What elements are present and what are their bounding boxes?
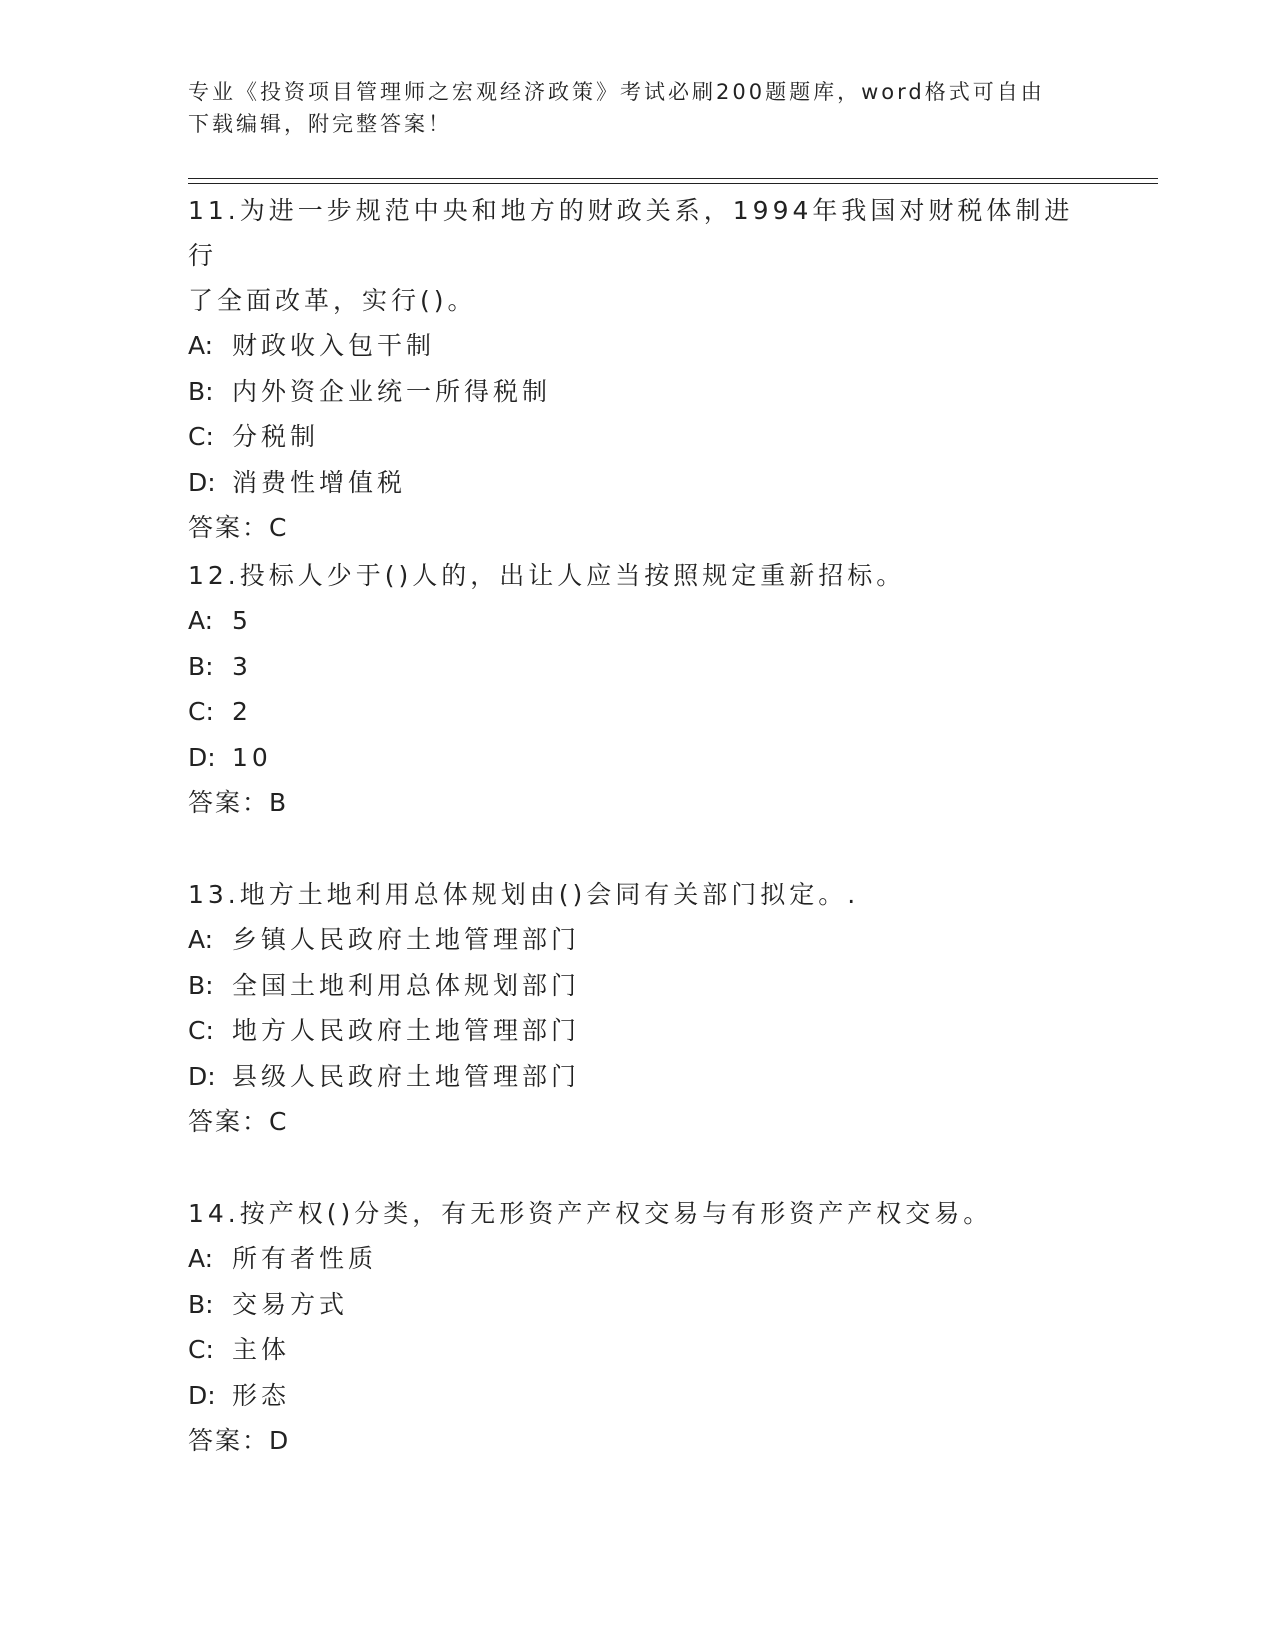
option-a [188,598,1088,644]
option-c [188,1008,1088,1054]
option-text: 内外资企业统一所得税制 [232,376,552,406]
option-letter: B: [188,651,214,681]
option-text: 消费性增值税 [232,467,407,497]
question-14 [188,1191,1088,1463]
answer-line: 答案：B [188,788,289,817]
option-text: 乡镇人民政府土地管理部门 [232,925,581,954]
option-letter: C: [188,1335,214,1364]
option-letter: A: [188,331,214,360]
header-divider-bottom [188,183,1158,184]
option-letter: C: [188,422,214,451]
question-13 [188,872,1088,1144]
option-c [188,689,1088,735]
option-letter: B: [188,376,214,406]
option-b [188,369,1088,415]
option-text: 所有者性质 [232,1244,378,1273]
option-d [188,460,1088,506]
option-a [188,1236,1088,1282]
option-letter: A: [188,925,214,954]
option-a [188,917,1088,963]
option-text: 财政收入包干制 [232,331,436,360]
option-c [188,414,1088,460]
answer-line: 答案：C [188,513,289,542]
option-text: 县级人民政府土地管理部门 [232,1061,581,1091]
question-stem: 14.按产权()分类，有无形资产产权交易与有形资产产权交易。 [188,1199,993,1228]
header-line-1: 专业《投资项目管理师之宏观经济政策》考试必刷200题题库，word格式可自由 [188,80,1045,104]
option-letter: A: [188,1244,214,1273]
question-stem-continued: 了全面改革，实行()。 [188,286,477,315]
option-d [188,735,1088,781]
question-12 [188,553,1088,825]
option-letter: D: [188,467,216,497]
header-line-2: 下载编辑，附完整答案！ [188,112,452,136]
option-text: 形态 [232,1380,291,1410]
option-a [188,323,1088,369]
option-letter: D: [188,742,216,772]
document-header [188,76,1088,140]
option-b [188,644,1088,690]
option-text: 5 [232,606,252,635]
option-c [188,1327,1088,1373]
question-11 [188,188,1088,550]
option-text: 主体 [232,1335,291,1364]
option-letter: A: [188,606,214,635]
option-letter: B: [188,970,214,1000]
question-stem: 13.地方土地利用总体规划由()会同有关部门拟定。. [188,880,860,909]
answer-line: 答案：D [188,1426,291,1455]
option-text: 交易方式 [232,1289,349,1319]
option-text: 3 [232,651,252,681]
option-text: 分税制 [232,422,320,451]
option-text: 全国土地利用总体规划部门 [232,970,581,1000]
option-text: 10 [232,742,272,772]
question-stem: 11.为进一步规范中央和地方的财政关系，1994年我国对财税体制进行 [188,196,1074,270]
option-letter: D: [188,1061,216,1091]
option-text: 2 [232,697,252,726]
option-b [188,963,1088,1009]
option-d [188,1373,1088,1419]
option-letter: D: [188,1380,216,1410]
header-divider-top [188,178,1158,179]
answer-line: 答案：C [188,1107,289,1136]
option-text: 地方人民政府土地管理部门 [232,1016,581,1045]
option-letter: B: [188,1289,214,1319]
option-letter: C: [188,697,214,726]
option-letter: C: [188,1016,214,1045]
option-d [188,1054,1088,1100]
question-stem: 12.投标人少于()人的，出让人应当按照规定重新招标。 [188,561,906,590]
option-b [188,1282,1088,1328]
